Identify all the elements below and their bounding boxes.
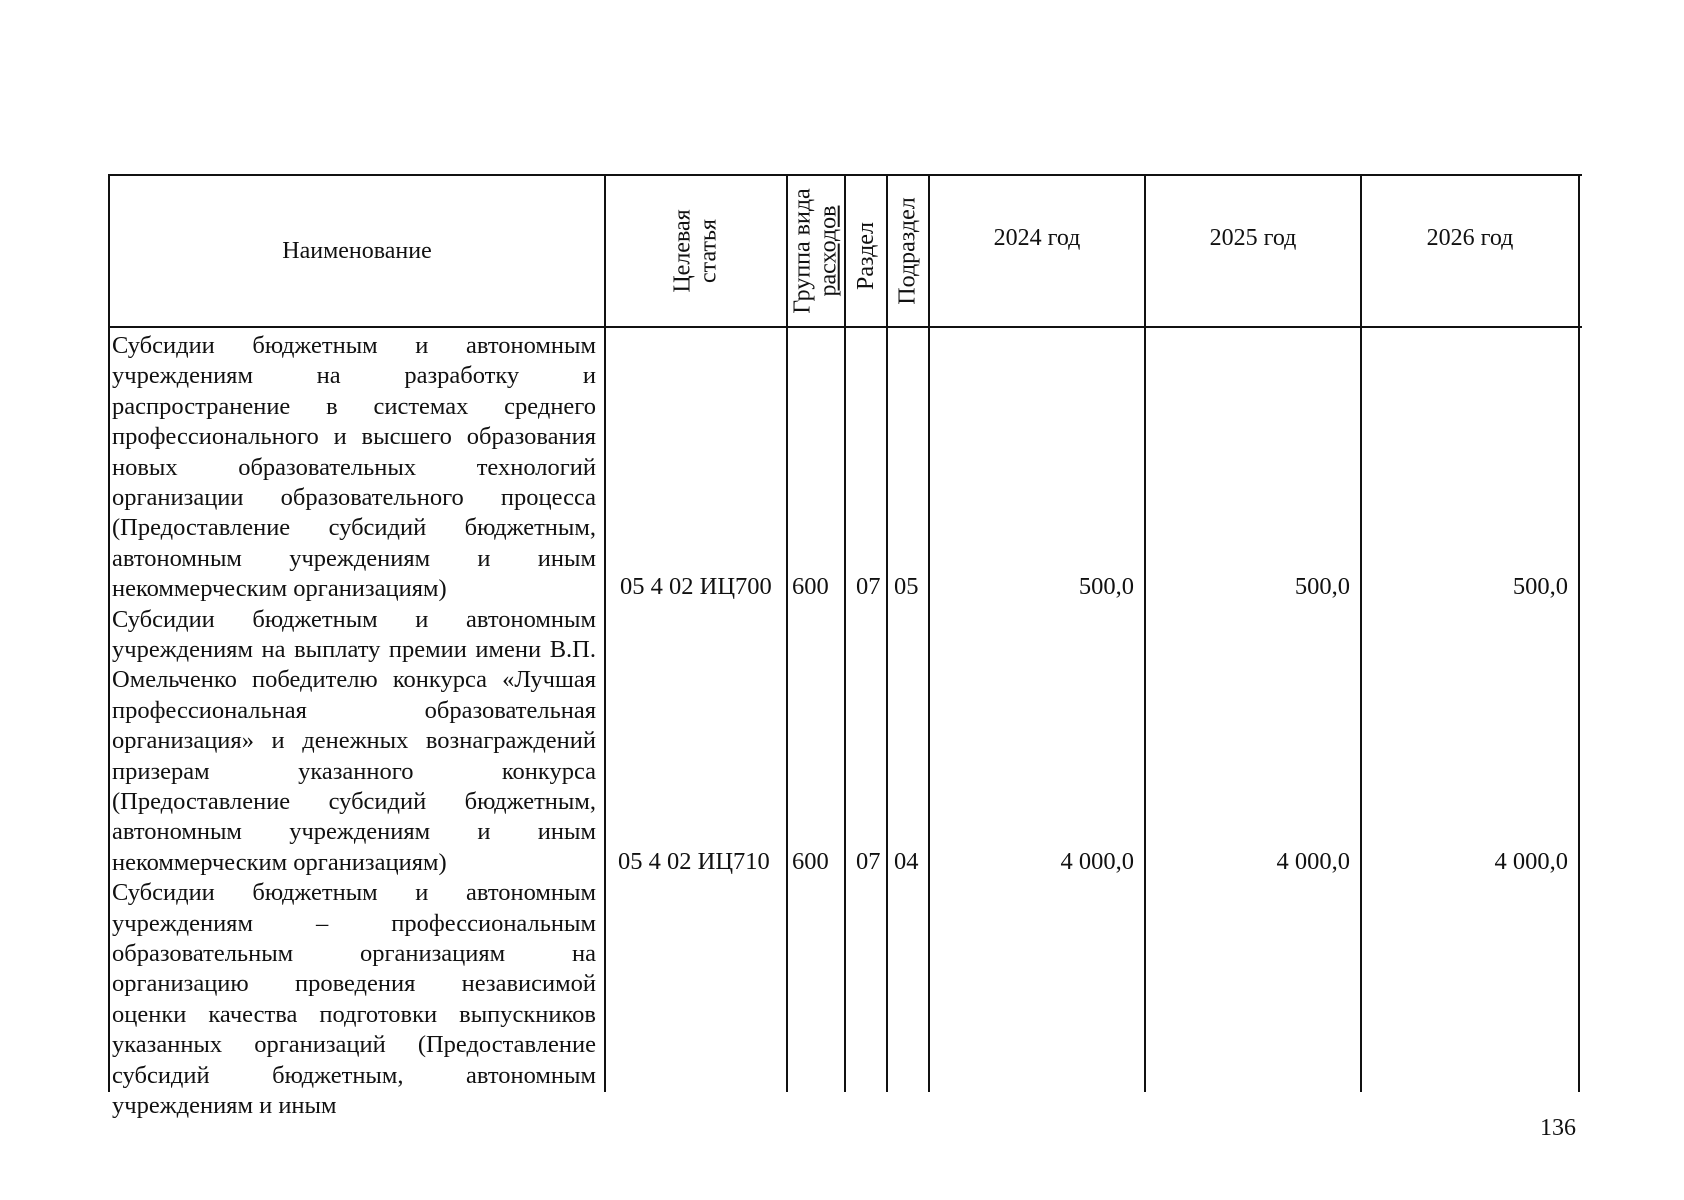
header-expense-group [788, 176, 844, 326]
row-1-2025: 500,0 [1294, 573, 1350, 600]
header-2025: 2025 год [1209, 225, 1297, 251]
header-subsection [888, 176, 928, 326]
row-1-section: 07 [856, 573, 881, 600]
row-1-2024: 500,0 [1078, 573, 1134, 600]
col-divider-6 [1144, 174, 1146, 1092]
row-1-name: Субсидии бюджетным и автономным учреждениям на разработку и распространение в системах среднего профессионального и высшего образования новых образовательных технологий организации образовательного процесса (Предоставление субсидий бюджетным, автономным учреждениям и иным некоммерческим организациям) [112, 332, 596, 603]
header-expense-group-label: Группа вида расходов [790, 188, 842, 314]
header-section-label: Раздел [853, 222, 880, 290]
row-1-subsection: 05 [894, 573, 919, 600]
row-2-2024: 4 000,0 [1060, 848, 1134, 875]
header-name-label: Наименование [282, 238, 432, 264]
row-1-target-article: 05 4 02 ИЦ700 [620, 573, 772, 600]
row-1-expense-group: 600 [792, 573, 829, 600]
col-divider-7 [1360, 174, 1362, 1092]
header-section [846, 176, 886, 326]
header-target-article-label: Целевая статья [669, 209, 722, 293]
page-number: 136 [1540, 1115, 1576, 1141]
row-2-subsection: 04 [894, 848, 919, 875]
name-column [112, 331, 596, 1121]
row-1-2026: 500,0 [1512, 573, 1568, 600]
table-right-border [1578, 174, 1580, 1092]
row-2-target-article: 05 4 02 ИЦ710 [618, 848, 770, 875]
row-2-2026: 4 000,0 [1494, 848, 1568, 875]
row-2-section: 07 [856, 848, 881, 875]
header-2024: 2024 год [993, 225, 1081, 251]
header-name [110, 176, 604, 326]
row-2-name: Субсидии бюджетным и автономным учреждениям на выплату премии имени В.П. Омельченко победителю конкурса «Лучшая профессиональная образовательная организация» и денежных вознаграждений призерам указанного конкурса (Предоставление субсидий бюджетным, автономным учреждениям и иным некоммерческим организациям) [112, 605, 596, 876]
header-2026: 2026 год [1426, 225, 1514, 251]
row-2-2025: 4 000,0 [1276, 848, 1350, 875]
row-3-name: Субсидии бюджетным и автономным учреждениям – профессиональным образовательным организациям на организацию проведения независимой оценки качества подготовки выпускников указанных организаций (Предоставление субсидий бюджетным, автономным учреждениям и иным [112, 879, 596, 1120]
col-divider-5 [928, 174, 930, 1092]
budget-table [108, 174, 1582, 1120]
header-subsection-label: Подраздел [895, 197, 922, 305]
row-2-expense-group: 600 [792, 848, 829, 875]
header-target-article [606, 176, 786, 326]
